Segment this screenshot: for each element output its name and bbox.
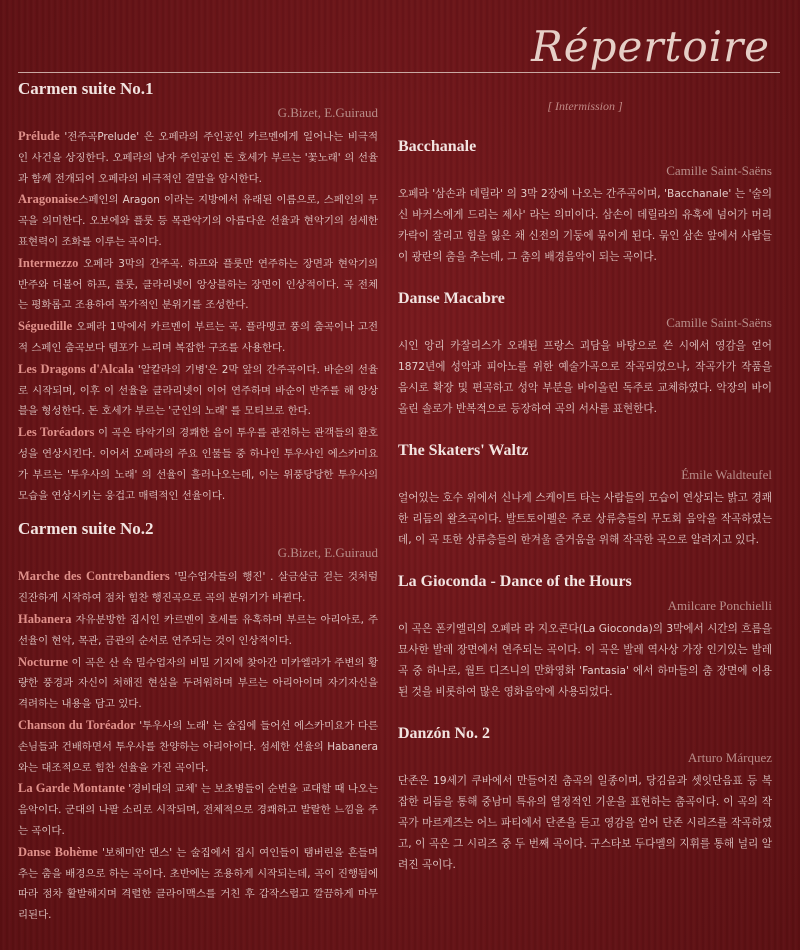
item-title: Marche des Contrebandiers [18,569,170,584]
piece-title: Danse Macabre [398,290,505,307]
intermission-label: [ Intermission ] [547,99,623,113]
item-desc: '밀수업자들의 행진' . 살금살금 걷는 것처럼 진잔하게 시작하여 점차 힘찬 행진곡으로 곡의 분위기가 바뀐다. [18,571,378,605]
item-title: Intermezzo [18,255,79,270]
list-item [18,609,378,652]
suite-carmen-2 [18,518,378,926]
item-desc: '알칼라의 기병'은 2막 앞의 간주곡이다. 바순의 선율로 시작되며, 이후 이 선율을 클라리넷이 이어 연주하며 바순이 반주를 해 앙상블을 형성한다. 돈 호세가 부르는 '군인의 노래' 를 모티브로 한다. [18,363,378,418]
suite-title: Carmen suite No.2 [18,519,154,539]
item-title: Habanera [18,611,72,626]
item-desc: 이 곡은 타악기의 경쾌한 음이 투우를 관전하는 관객들의 환호성을 연상시킨다. 이어서 오페라의 주요 인물들 중 하나인 투우사인 에스카미요가 부르는 '투우사의 노래' 의 선율이 흘러나오는데, 이는 위풍당당한 투우사의 모습을 연상시키는 웅겁고 매력적인 선율이다. [18,427,378,502]
list-item [18,126,378,189]
item-desc: 자유분방한 집시인 카르멘이 호세를 유혹하며 부르는 아리아로, 주선율이 현악, 목관, 금관의 순서로 연주되는 것이 인상적이다. [18,613,378,647]
piece-title: The Skaters' Waltz [398,442,529,459]
piece-title: La Gioconda - Dance of the Hours [398,573,632,590]
item-title: Nocturne [18,654,68,669]
piece-desc: 오페라 '삼손과 데릴라' 의 3막 2장에 나오는 간주곡이며, 'Bacchanale' 는 '술의 신 바커스에게 드리는 제사' 라는 의미이다. 삼손이 데릴라의 유혹에 넘어가 머리카락이 잘리고 힘을 잃은 채 신전의 기둥에 묶이게 된다. 묶인 삼손 앞에서 사람들이 광란의 춤을 추는데, 그 춤의 배경음악이 되는 곡이다. [398,188,772,263]
page-title: Répertoire [531,22,770,71]
piece-skaters-waltz [398,440,772,551]
list-item [18,566,378,609]
list-item [18,652,378,715]
right-column [398,78,772,896]
list-item [18,359,378,422]
suite-items [18,566,378,926]
list-item [18,189,378,252]
item-desc: 스페인의 Aragon 이라는 지방에서 유래된 이름으로, 스페인의 무곡을 의미한다. 오보에와 플룻 등 목관악기의 아름다운 선율과 현악기의 섬세한 표현력이 조화를 이루는 곡이다. [18,194,378,248]
suite-carmen-1 [18,78,378,506]
item-desc: '투우사의 노래' 는 술집에 들어선 에스카미요가 다른 손님들과 건배하면서 투우사를 찬양하는 아리아이다. 섬세한 선율의 Habanera 와는 대조적으로 힘찬 선율을 가진 곡이다. [18,719,378,774]
piece-desc: 얼어있는 호수 위에서 신나게 스케이트 타는 사람들의 모습이 연상되는 밝고 경쾌한 리듬의 왈츠곡이다. 발트토이펠은 주로 상류층들의 무도회 음악을 작곡하였는데, 이 곡 또한 상류층들의 한겨울 즐거움을 위해 작곡한 곡으로 알려지고 있다. [398,492,772,546]
piece-desc: 시인 앙리 카잘리스가 오래된 프랑스 괴담을 바탕으로 쓴 시에서 영감을 얻어 1872년에 성악과 피아노를 위한 예술가곡으로 작곡되었으나, 작곡가가 작품을 음시로 확장 및 편곡하고 성악 부분을 바이올린 독주로 교체하였다. 악장의 바이올린 솔로가 반복적으로 등장하여 곡의 서사를 표현한다. [398,340,772,415]
list-item [18,778,378,841]
piece-composer: Camille Saint-Saëns [666,163,772,178]
item-title: Danse Bohème [18,844,98,859]
item-title: Les Toréadors [18,425,95,440]
spacer [18,506,378,518]
suite-title: Carmen suite No.1 [18,79,154,98]
item-title: Aragonaise [18,192,79,207]
piece-la-gioconda [398,571,772,703]
piece-danzon-2 [398,723,772,876]
piece-bacchanale [398,136,772,268]
piece-title: Bacchanale [398,138,477,155]
item-desc: '보헤미안 댄스' 는 술집에서 집시 여인들이 탬버린을 흔들며 추는 춤을 배경으로 하는 곡이다. 초반에는 조용하게 시작되는데, 곡이 진행됨에 따라 점차 활발해지며 격렬한 클라이맥스를 거친 후 갑작스럽고 깔끔하게 마무리된다. [18,846,379,922]
piece-composer: Amilcare Ponchielli [667,598,772,613]
suite-composer: G.Bizet, E.Guiraud [277,545,378,561]
piece-danse-macabre [398,288,772,420]
piece-desc: 이 곡은 폰키엘리의 오페라 라 지오콘다(La Gioconda)의 3막에서 시간의 흐름을 묘사한 발레 장면에서 연주되는 곡이다. 이 곡은 발레 역사상 가장 인기있는 발레곡 중 하나로, 월트 디즈니의 만화영화 'Fantasia' 에서 하마들의 춤 장면에 이용된 것을 비롯하여 많은 영화음악에 사용되었다. [398,623,772,698]
item-title: Chanson du Toréador [18,717,136,732]
left-column [18,78,378,926]
item-title: Les Dragons d'Alcala [18,361,134,376]
item-desc: 이 곡은 산 속 밀수업자의 비밀 기지에 찾아간 미카엘라가 주변의 황량한 풍경과 자신이 처해진 현실을 두려워하며 부르는 아리아이며 자기자신을 격려하는 내용을 담고 있다. [18,656,378,711]
item-desc: '전주곡Prelude' 은 오페라의 주인공인 카르멘에게 일어나는 비극적인 사건을 상징한다. 오페라의 남자 주인공인 돈 호세가 부르는 '꽃노래' 의 선율과 함께 전개되어 오페라의 비극적인 결말을 암시한다. [18,131,378,185]
list-item [18,842,378,926]
suite-composer: G.Bizet, E.Guiraud [277,105,378,120]
item-title: Séguedille [18,319,73,334]
item-desc: 오페라 1막에서 카르멘이 부르는 곡. 플라멩코 풍의 춤곡이나 고전적 스페인 춤곡보다 템포가 느리며 복잡한 구조를 사용한다. [18,321,378,354]
piece-desc: 단존은 19세기 쿠바에서 만들어진 춤곡의 일종이며, 당김음과 셋잇단음표 등 복잡한 리듬을 통해 중남미 특유의 열정적인 기운을 표현하는 춤곡이다. 이 곡의 작곡가 마르케즈는 어느 파티에서 단존을 듣고 영감을 얻어 단존 시리즈를 작곡하였고, 이 곡은 그 시리즈 중 두 번째 곡이다. 구스타보 두다멜의 지휘를 통해 널리 알려진 곡이다. [398,775,772,871]
title-divider [18,72,780,73]
piece-composer: Émile Waldteufel [681,467,772,482]
piece-title: Danzón No. 2 [398,725,491,742]
list-item [18,715,378,778]
piece-composer: Arturo Márquez [687,750,772,765]
page-header [0,0,800,80]
item-desc: '경비대의 교체' 는 보초병들이 순번을 교대할 때 나오는 음악이다. 군대의 나팔 소리로 시작되며, 전체적으로 경쾌하고 발랄한 느낌을 주는 곡이다. [18,783,378,837]
item-desc: 오페라 3막의 간주곡. 하프와 플룻만 연주하는 장면과 현악기의 반주와 더불어 하프, 플룻, 클라리넷이 앙상블하는 장면이 인상적이다. 곡 전체는 평화롭고 조용하여 목가적인 분위기를 조성한다. [18,257,378,312]
item-title: Prélude [18,129,60,143]
suite-items [18,126,378,506]
list-item [18,253,378,316]
list-item [18,316,378,359]
item-title: La Garde Montante [18,781,125,796]
list-item [18,422,378,506]
piece-composer: Camille Saint-Saëns [666,315,772,330]
